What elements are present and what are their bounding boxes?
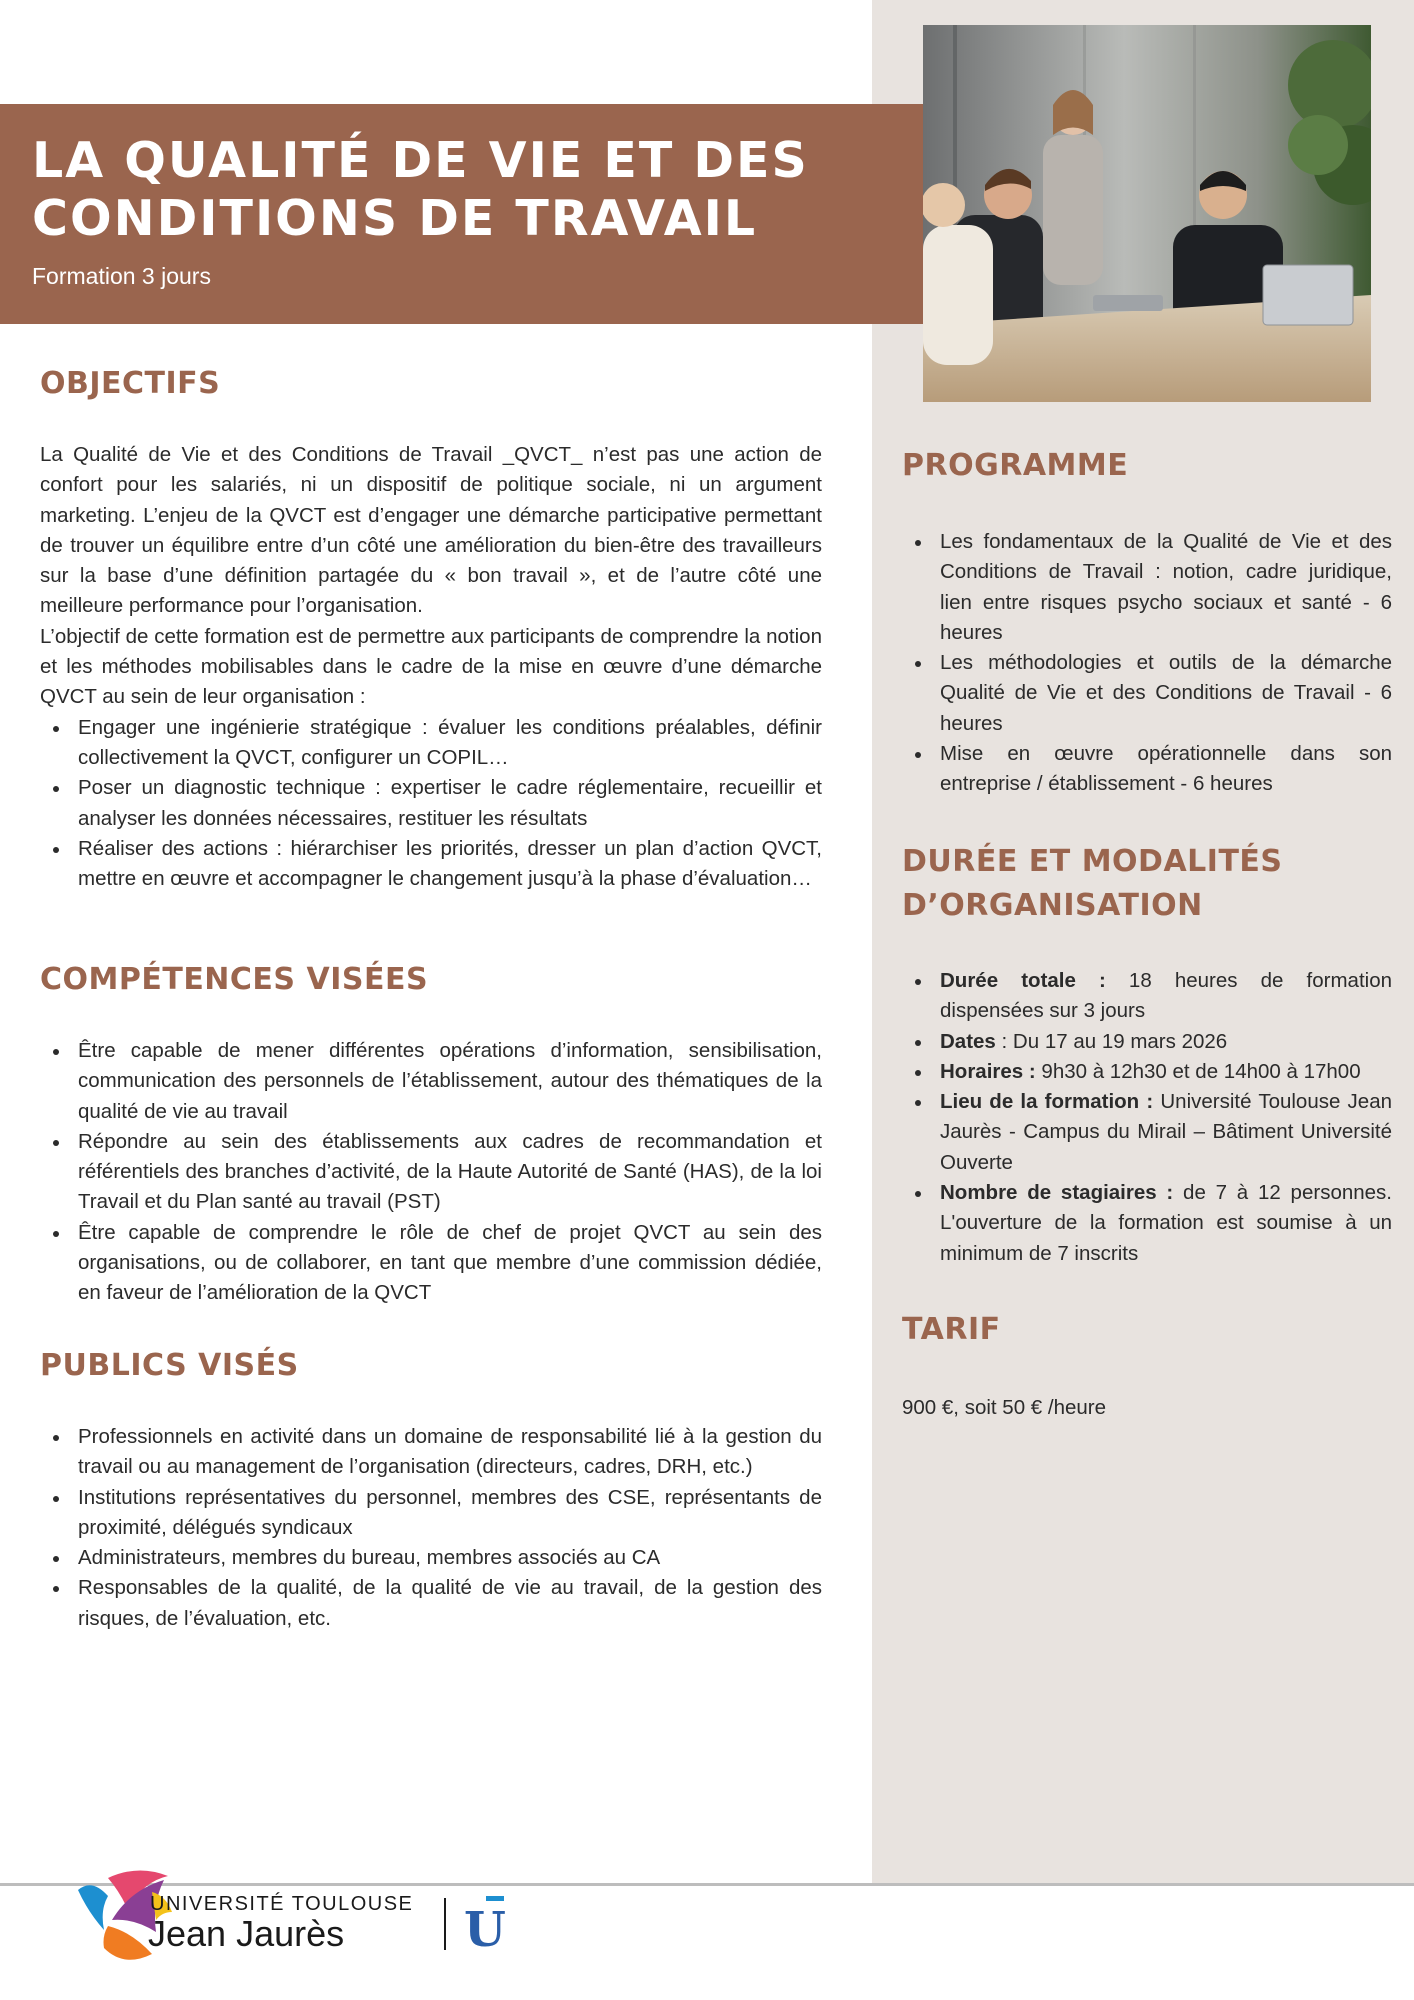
duree-title bbox=[902, 840, 1283, 928]
objectifs-list bbox=[40, 713, 822, 895]
list-item: Poser un diagnostic technique : expertiser le cadre réglementaire, recueillir et analyser les données nécessaires, restituer les résultats bbox=[78, 773, 822, 834]
header-banner bbox=[0, 104, 925, 324]
list-item: Être capable de comprendre le rôle de chef de projet QVCT au sein des organisations, ou de collaborer, en tant que membre d’une commission dédiée, en faveur de l’amélioration de la QVCT bbox=[78, 1218, 822, 1309]
list-item: Professionnels en activité dans un domaine de responsabilité lié à la gestion du travail ou au management de l’organisation (directeurs, cadres, DRH, etc.) bbox=[78, 1422, 822, 1483]
publics-list bbox=[40, 1422, 822, 1634]
objectifs-paragraph-1: La Qualité de Vie et des Conditions de Travail _QVCT_ n’est pas une action de confort pour les salariés, ni un dispositif de politique sociale, ni un argument marketing. L’enjeu de la QVCT est d’engager une démarche participative permettant de trouver un équilibre entre d’un côté une amélioration du bien-être des travailleurs sur la base d’une définition partagée du « bon travail », et de l’autre côté une meilleure performance pour l’organisation. bbox=[40, 443, 822, 618]
list-item: Institutions représentatives du personnel, membres des CSE, représentants de proximité, délégués syndicaux bbox=[78, 1483, 822, 1544]
list-item: Responsables de la qualité, de la qualité de vie au travail, de la gestion des risques, de l’évaluation, etc. bbox=[78, 1573, 822, 1634]
programme-body bbox=[902, 527, 1392, 800]
logo-emblem-icon bbox=[72, 1860, 542, 1970]
stagiaires-label: Nombre de stagiaires : bbox=[940, 1181, 1174, 1205]
duree-value: 18 heures de formation dispensées sur 3 jours bbox=[940, 969, 1392, 1023]
programme-title: PROGRAMME bbox=[902, 448, 1129, 483]
duree-title-line-1: DURÉE ET MODALITÉS bbox=[902, 844, 1283, 879]
list-item bbox=[940, 1178, 1392, 1269]
objectifs-paragraph-2: L’objectif de cette formation est de permettre aux participants de comprendre la notion et les méthodes mobilisables dans le cadre de la mise en œuvre d’une démarche QVCT au sein de leur organisation : bbox=[40, 624, 822, 709]
publics-body bbox=[40, 1422, 822, 1634]
competences-title: COMPÉTENCES VISÉES bbox=[40, 962, 429, 997]
list-item bbox=[940, 1087, 1392, 1178]
tarif-text: 900 €, soit 50 € /heure bbox=[902, 1396, 1107, 1419]
list-item: Les méthodologies et outils de la démarche Qualité de Vie et des Conditions de Travail - 6 heures bbox=[940, 648, 1392, 739]
horaires-value: 9h30 à 12h30 et de 14h00 à 17h00 bbox=[1035, 1059, 1361, 1083]
list-item: Réaliser des actions : hiérarchiser les priorités, dresser un plan d’action QVCT, mettre en œuvre et accompagner le changement jusqu’à la phase d’évaluation… bbox=[78, 834, 822, 895]
duree-body bbox=[902, 966, 1392, 1269]
tarif-title: TARIF bbox=[902, 1312, 1001, 1347]
list-item: Administrateurs, membres du bureau, membres associés au CA bbox=[78, 1543, 822, 1573]
lieu-label: Lieu de la formation : bbox=[940, 1090, 1154, 1114]
programme-list bbox=[902, 527, 1392, 800]
duree-label: Durée totale : bbox=[940, 969, 1106, 992]
competences-body bbox=[40, 1036, 822, 1309]
horaires-label: Horaires : bbox=[940, 1059, 1036, 1083]
meeting-photo bbox=[923, 25, 1371, 402]
tarif-body bbox=[902, 1393, 1392, 1423]
logo-line-2: Jean Jaurès bbox=[148, 1913, 345, 1954]
stagiaires-value: de 7 à 12 personnes. L'ouverture de la formation est soumise à un minimum de 7 inscrits bbox=[940, 1181, 1392, 1265]
university-logo bbox=[72, 1860, 542, 1970]
objectifs-body bbox=[40, 440, 822, 894]
list-item: Être capable de mener différentes opérations d’information, sensibilisation, communication des personnels de l’établissement, autour des thématiques de la qualité de vie au travail bbox=[78, 1036, 822, 1127]
logo-mark: U bbox=[464, 1902, 506, 1958]
page-subtitle: Formation 3 jours bbox=[32, 263, 211, 289]
publics-title: PUBLICS VISÉS bbox=[40, 1348, 299, 1383]
duree-title-line-2: D’ORGANISATION bbox=[902, 888, 1203, 923]
list-item: Répondre au sein des établissements aux cadres de recommandation et référentiels des branches d’activité, de la Haute Autorité de Santé (HAS), de la loi Travail et du Plan santé au travail (PST) bbox=[78, 1127, 822, 1218]
list-item: Engager une ingénierie stratégique : évaluer les conditions préalables, définir collectivement la QVCT, configurer un COPIL… bbox=[78, 713, 822, 774]
list-item bbox=[940, 1057, 1392, 1087]
duree-list bbox=[902, 966, 1392, 1269]
competences-list bbox=[40, 1036, 822, 1309]
lieu-value: Université Toulouse Jean Jaurès - Campus du Mirail – Bâtiment Université Ouverte bbox=[940, 1090, 1392, 1174]
dates-label: Dates bbox=[940, 1029, 996, 1053]
objectifs-title: OBJECTIFS bbox=[40, 366, 221, 401]
list-item: Mise en œuvre opérationnelle dans son entreprise / établissement - 6 heures bbox=[940, 739, 1392, 800]
logo-line-1: UNIVERSITÉ TOULOUSE bbox=[150, 1893, 414, 1915]
list-item: Les fondamentaux de la Qualité de Vie et des Conditions de Travail : notion, cadre juridique, lien entre risques psycho sociaux et santé - 6 heures bbox=[940, 527, 1392, 648]
page-title: LA QUALITÉ DE VIE ET DES CONDITIONS DE TRAVAIL bbox=[32, 132, 809, 247]
dates-value: : Du 17 au 19 mars 2026 bbox=[995, 1029, 1228, 1053]
list-item bbox=[940, 966, 1392, 1027]
list-item bbox=[940, 1027, 1392, 1057]
